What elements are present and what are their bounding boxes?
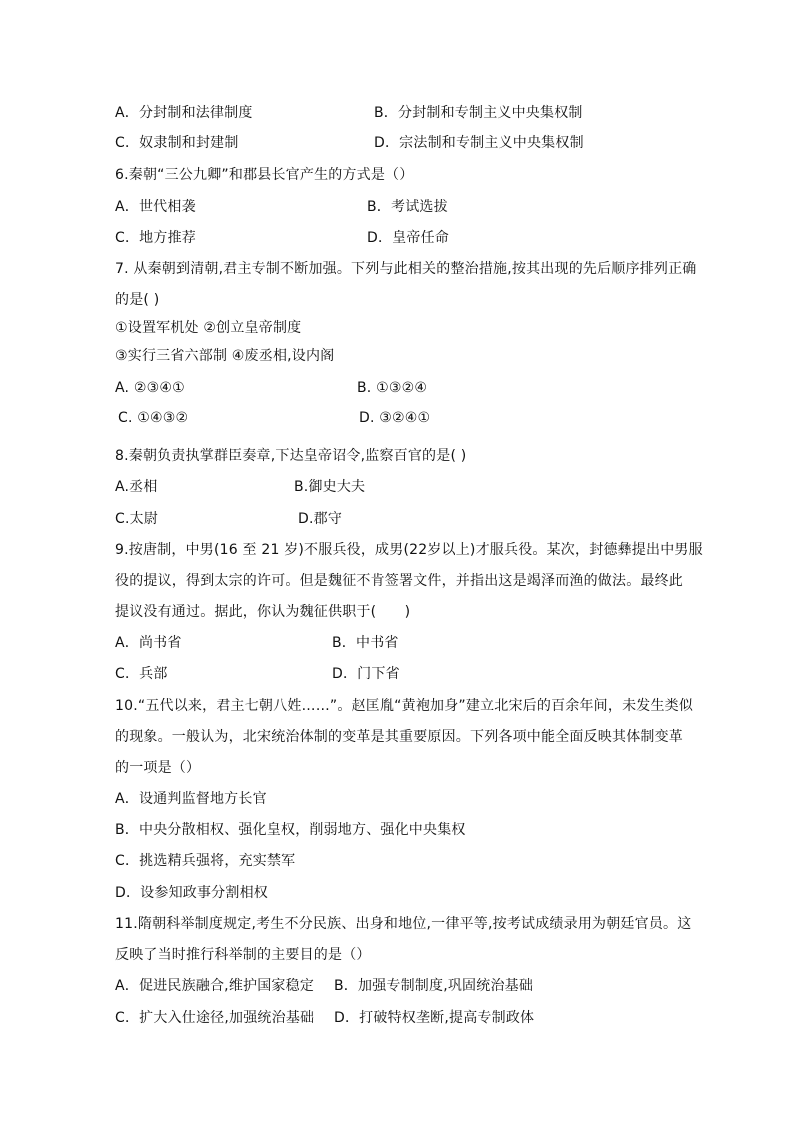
q5-option-a: A．分封制和法律制度 [115,105,253,121]
q8-option-a: A.丞相 [115,479,158,495]
q10-option-d: D．设参知政事分割相权 [115,885,268,901]
q11-option-d: D．打破特权垄断,提高专制政体 [334,1010,535,1026]
q11-stem-line-2: 反映了当时推行科举制的主要目的是（） [115,947,371,963]
q10-stem-line-1: 10.“五代以来，君主七朝八姓……”。赵匡胤“黄袍加身”建立北宋后的百余年间，未发生类似 [115,698,694,714]
q11-option-c: C．扩大入仕途径,加强统治基础 [115,1010,315,1026]
q8-stem: 8.秦朝负责执掌群臣奏章,下达皇帝诏令,监察百官的是( ) [115,448,467,464]
q6-option-b: B．考试选拔 [367,199,448,215]
q10-option-a: A．设通判监督地方长官 [115,791,267,807]
q7-option-d: D. ③②④① [359,410,431,426]
q5-option-c: C．奴隶制和封建制 [115,135,239,151]
q9-stem-line-2: 役的提议，得到太宗的许可。但是魏征不肯签署文件，并指出这是竭泽而渔的做法。最终此 [115,573,683,589]
q7-items-line-2: ③实行三省六部制 ④废丞相,设内阁 [115,348,335,364]
q7-option-a: A. ②③④① [115,380,185,396]
q8-option-c: C.太尉 [115,511,159,527]
q5-option-d: D．宗法制和专制主义中央集权制 [374,135,584,151]
q10-option-b: B．中央分散相权、强化皇权，削弱地方、强化中央集权 [115,822,466,838]
q11-stem-line-1: 11.隋朝科举制度规定,考生不分民族、出身和地位,一律平等,按考试成绩录用为朝廷官员。这 [115,916,692,932]
q8-option-d: D.郡守 [298,511,343,527]
q9-stem-line-3: 提议没有通过。据此，你认为魏征供职于( ) [115,604,411,620]
q7-option-b: B. ①③②④ [357,380,428,396]
q7-option-c: C. ①④③② [118,410,189,426]
q9-option-c: C．兵部 [115,666,168,682]
q10-option-c: C．挑选精兵强将，充实禁军 [115,853,296,869]
q6-option-a: A．世代相袭 [115,199,196,215]
q7-stem-line-2: 的是( ) [115,292,160,308]
q9-stem-line-1: 9.按唐制，中男(16 至 21 岁)不服兵役，成男(22岁以上)才服兵役。某次，封德彝提出中男服 [115,542,703,558]
q5-option-b: B．分封制和专制主义中央集权制 [374,105,583,121]
q9-option-b: B．中书省 [332,635,399,651]
q9-option-d: D．门下省 [332,666,400,682]
q11-option-b: B．加强专制制度,巩固统治基础 [334,978,534,994]
q11-option-a: A．促进民族融合,维护国家稳定 [115,978,315,994]
q7-stem-line-1: 7. 从秦朝到清朝,君主专制不断加强。下列与此相关的整治措施,按其出现的先后顺序排列正确 [115,261,697,277]
q9-option-a: A．尚书省 [115,635,182,651]
q8-option-b: B.御史大夫 [294,479,366,495]
q6-option-c: C．地方推荐 [115,230,196,246]
q6-stem: 6.秦朝“三公九卿”和郡县长官产生的方式是（） [115,167,414,183]
q7-items-line-1: ①设置军机处 ②创立皇帝制度 [115,320,302,336]
q10-stem-line-3: 的一项是（） [115,760,201,776]
q6-option-d: D．皇帝任命 [367,230,449,246]
q10-stem-line-2: 的现象。一般认为，北宋统治体制的变革是其重要原因。下列各项中能全面反映其体制变革 [115,729,683,745]
